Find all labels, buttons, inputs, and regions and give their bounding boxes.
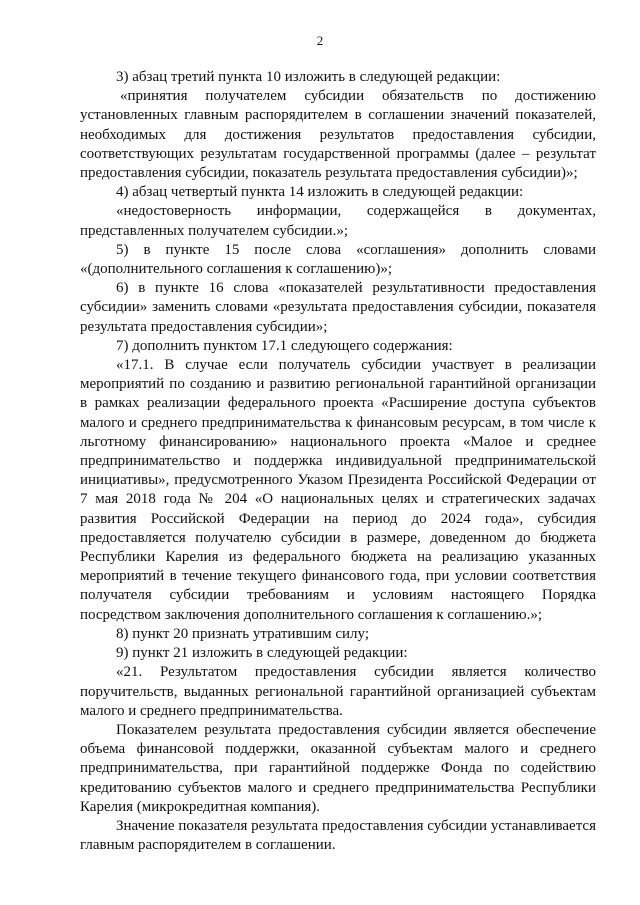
paragraph-item-9-text: «21. Результатом предоставления субсидии является количество поручительств, выданных региональной гарантийной организацией субъектам малого и среднего предпринимательства. <box>80 664 596 719</box>
paragraph-item-4: 4) абзац четвертый пункта 14 изложить в следующей редакции: <box>116 184 524 201</box>
paragraph-item-7-text: «17.1. В случае если получатель субсидии участвует в реализации мероприятий по созданию и развитию региональной гарантийной организации в рамках реализации федерального проекта «Расширение доступа субъектов малого и среднего предпринимательства к финансовым ресурсам, в том числе к льготному финансированию» национального проекта «Малое и среднее предпринимательство и поддержка индивидуальной предпринимательской инициативы», предусмотренного Указом Президента Российской Федерации от 7 мая 2018 года № 204 «О национальных целях и стратегических задачах развития Российской Федерации на период до 2024 года», субсидия предоставляется получателю субсидии в размере, доведенном до бюджета Республики Карелия из федерального бюджета на реализацию указанных мероприятий в течение текущего финансового года, при условии соответствия получателя субсидии требованиям и условиям настоящего Порядка посредством заключения дополнительного соглашения к соглашению.»; <box>80 357 596 623</box>
paragraph-item-3: 3) абзац третий пункта 10 изложить в следующей редакции: <box>116 69 501 85</box>
paragraph-result-indicator: Показателем результата предоставления субсидии является обеспечение объема финансовой поддержки, оказанной субъектам малого и среднего предпринимательства, при гарантийной поддержке Фонда по содействию кредитованию субъектов малого и среднего предпринимательства Республики Карелия (микрокредитная компания). <box>80 721 596 815</box>
paragraph-item-4-text: «недостоверность информации, содержащейся в документах, представленных получателем субсидии.»; <box>80 203 596 239</box>
paragraph-item-6: 6) в пункте 16 слова «показателей результативности предоставления субсидии» заменить словами «результата предоставления субсидии, показателя результата предоставления субсидии»; <box>80 280 596 335</box>
paragraph-item-7: 7) дополнить пунктом 17.1 следующего содержания: <box>116 337 453 354</box>
paragraph-item-5: 5) в пункте 15 после слова «соглашения» дополнить словами «(дополнительного соглашения к соглашению)»; <box>80 241 596 278</box>
paragraph-item-9: 9) пункт 21 изложить в следующей редакции: <box>116 645 408 662</box>
paragraph-indicator-value: Значение показателя результата предоставления субсидии устанавливается главным распорядителем в соглашении. <box>80 817 596 854</box>
document-body <box>80 68 596 855</box>
paragraph-item-8: 8) пункт 20 признать утратившим силу; <box>116 625 370 642</box>
paragraph-item-3-text: «принятия получателем субсидии обязательств по достижению установленных главным распорядителем в соглашении значений показателей, необходимых для достижения результатов предоставления субсидии, соответствующих результатам государственной программы (далее – результат предоставления субсидии, показатель результата предоставления субсидии)»; <box>80 88 596 182</box>
page-number: 2 <box>316 33 324 48</box>
